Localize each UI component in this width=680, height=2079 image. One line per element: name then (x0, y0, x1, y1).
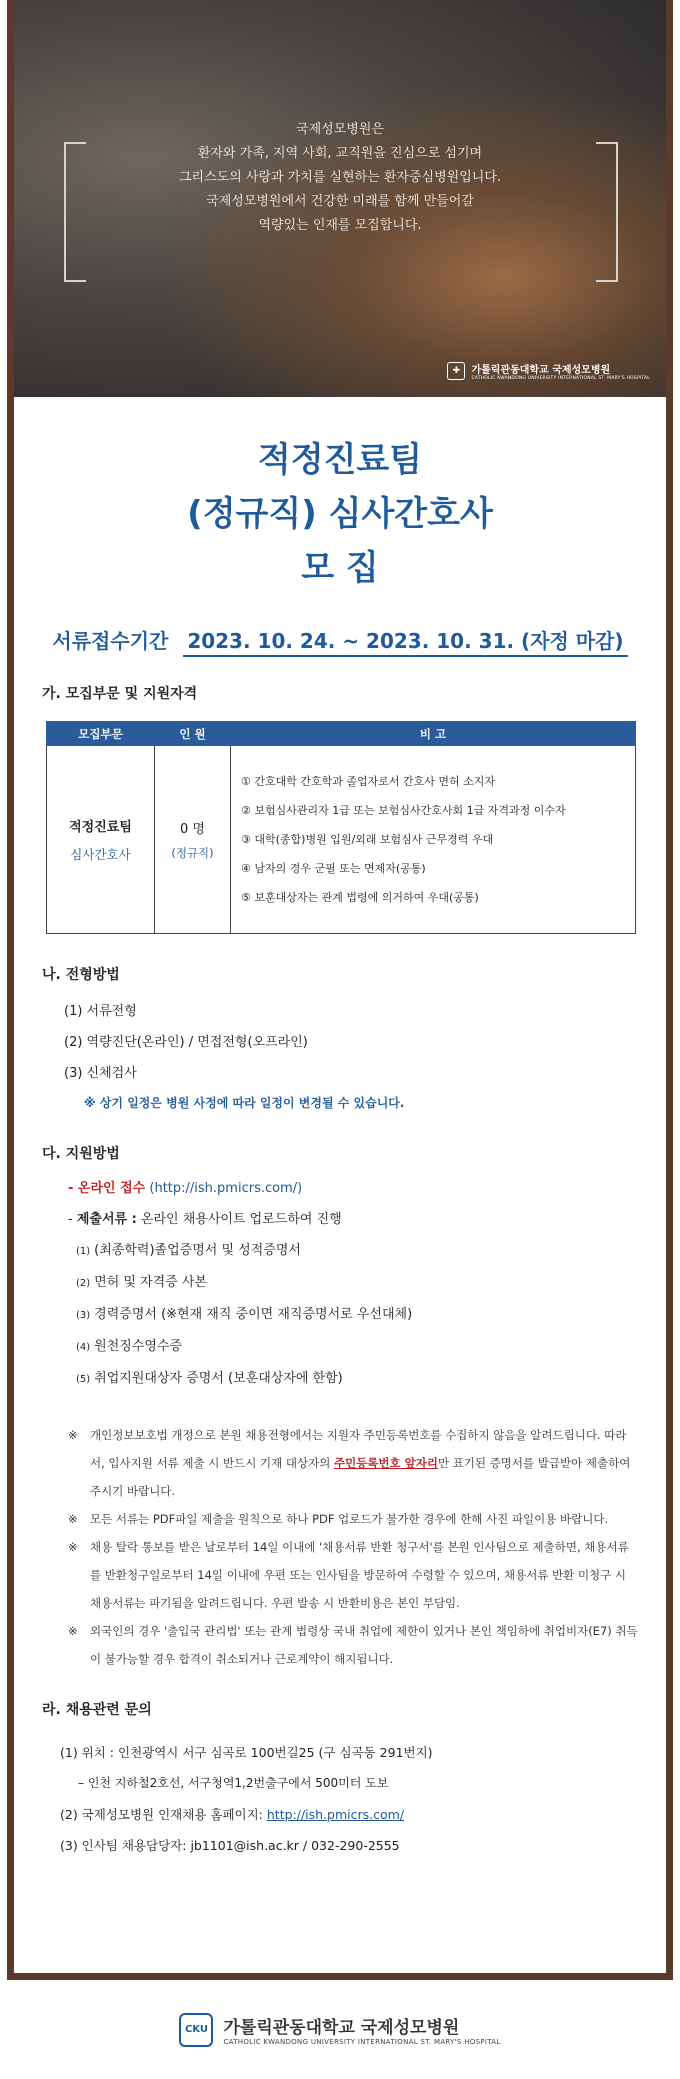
notice-part: 개인정보보호법 개정으로 본원 채용전형에서는 지원자 주민등록번호를 수집하지 않음을 알려드립니다. 따라서, 입사지원 서류 제출 시 반드시 기재 대상자의 (90, 1428, 627, 1470)
footer-logo (0, 1980, 680, 2079)
recruit-title (14, 433, 666, 595)
document-item (76, 1267, 666, 1299)
doc-text: 원천징수영수증 (94, 1339, 183, 1354)
title-line: 적정진료팀 (257, 440, 423, 480)
notice-item (68, 1617, 638, 1673)
online-apply-link[interactable]: (http://ish.pmicrs.com/) (149, 1181, 303, 1196)
note-item: ① 간호대학 간호학과 졸업자로서 간호사 면허 소지자 (241, 775, 495, 788)
step-item: (1) 서류전형 (64, 1004, 137, 1019)
notice-part: 만 표기된 증명서를 발급받아 제출하여 주시기 바랍니다. (90, 1456, 631, 1498)
documents-label: 제출서류 : (76, 1212, 137, 1227)
poster-frame (7, 0, 673, 1980)
online-apply-line (68, 1173, 666, 1204)
step-item: (2) 역량진단(온라인) / 면접전형(오프라인) (64, 1035, 308, 1050)
hero-line: 국제성모병원은 (296, 122, 384, 137)
notice-text (90, 1421, 638, 1505)
notice-mark: ※ (68, 1428, 78, 1442)
cross-emblem-icon: ✚ (447, 362, 465, 380)
dept-cell (47, 746, 155, 934)
hero-line: 그리스도의 사랑과 가치를 실현하는 환자중심병원입니다. (178, 170, 502, 185)
online-apply-label: 온라인 접수 (77, 1181, 146, 1196)
hero-intro-text (124, 118, 556, 238)
section-heading: 다. 지원방법 (42, 1146, 120, 1162)
hr-contact-line: (3) 인사팀 채용담당자: jb1101@ish.ac.kr / 032-290-2555 (60, 1838, 400, 1853)
notice-text: 모든 서류는 PDF파일 제출을 원칙으로 하나 PDF 업로드가 불가한 경우에 한해 사진 파일이용 바랍니다. (90, 1512, 609, 1526)
table-header: 인 원 (155, 722, 231, 746)
section-heading: 나. 전형방법 (42, 967, 120, 983)
notice-highlight: 주민등록번호 앞자리 (333, 1456, 438, 1470)
notice-text: 채용 탈락 통보를 받은 날로부터 14일 이내에 '채용서류 반환 청구서'를 본원 인사팀으로 제출하면, 채용서류를 반환청구일로부터 14일 이내에 우편 또는 인사팀을 방문하여 수령할 수 있으며, 채용서류 반환 미청구 시 채용서류는 파기됨을 알려드립니다. 우편 발송 시 반환비용은 본인 부담임. (90, 1540, 629, 1610)
period-dates: 2023. 10. 24. ~ 2023. 10. 31. (자정 마감) (183, 625, 627, 657)
footer-hospital-name: 가톨릭관동대학교 국제성모병원 (223, 2018, 460, 2038)
step-item: (3) 신체검사 (64, 1066, 137, 1081)
doc-number: (2) (76, 1278, 91, 1289)
doc-text: (최종학력)졸업증명서 및 성적증명서 (94, 1243, 301, 1258)
qualification-notes (231, 746, 636, 934)
employment-type: (정규직) (171, 846, 214, 860)
subway-directions: – 인천 지하철2호선, 서구청역1,2번출구에서 500미터 도보 (78, 1776, 389, 1790)
university-emblem-icon: CKU (179, 2013, 213, 2047)
doc-number: (4) (76, 1342, 91, 1353)
table-header: 모집부문 (47, 722, 155, 746)
left-bracket-decoration (64, 142, 86, 282)
hero-banner (14, 0, 666, 397)
note-item: ⑤ 보훈대상자는 관계 법령에 의거하여 우대(공통) (241, 891, 479, 904)
notice-mark: ※ (68, 1540, 78, 1554)
notice-item (68, 1421, 638, 1505)
note-item: ② 보험심사관리자 1급 또는 보험심사간호사회 1급 자격과정 이수자 (241, 804, 566, 817)
doc-number: (5) (76, 1374, 91, 1385)
notice-item (68, 1505, 638, 1533)
document-item (76, 1299, 666, 1331)
hero-line: 역량있는 인재를 모집합니다. (258, 218, 422, 233)
dash: - (68, 1212, 77, 1227)
section-heading: 라. 채용관련 문의 (42, 1702, 152, 1718)
note-item: ④ 남자의 경우 군필 또는 면제자(공통) (241, 862, 426, 875)
notice-item (68, 1533, 638, 1617)
documents-line (68, 1204, 666, 1235)
doc-text: 경력증명서 (※현재 재직 중이면 재직증명서로 우선대체) (94, 1307, 413, 1322)
logo-name: 가톨릭관동대학교 국제성모병원 (471, 365, 611, 376)
selection-steps (64, 996, 666, 1089)
recruitment-table (46, 721, 636, 934)
homepage-link[interactable]: http://ish.pmicrs.com/ (266, 1807, 405, 1822)
notice-mark: ※ (68, 1624, 78, 1638)
document-item (76, 1363, 666, 1395)
title-line: (정규직) 심사간호사 (187, 494, 493, 534)
doc-number: (3) (76, 1310, 91, 1321)
document-item (76, 1235, 666, 1267)
footer-hospital-subtitle: CATHOLIC KWANDONG UNIVERSITY INTERNATIONAL ST. MARY'S HOSPITAL (223, 2038, 501, 2046)
schedule-change-note: ※ 상기 일정은 병원 사정에 따라 일정이 변경될 수 있습니다. (84, 1096, 405, 1110)
homepage-label: (2) 국제성모병원 인재채용 홈페이지: (60, 1807, 267, 1822)
table-header: 비 고 (231, 722, 636, 746)
doc-number: (1) (76, 1246, 91, 1257)
location-line: (1) 위치 : 인천광역시 서구 심곡로 100번길25 (구 심곡동 291번지) (60, 1745, 433, 1760)
dept-name: 적정진료팀 (69, 820, 132, 835)
documents-text: 온라인 채용사이트 업로드하여 진행 (136, 1212, 342, 1227)
application-period (14, 625, 666, 657)
hospital-logo-small (447, 361, 650, 381)
apply-method (68, 1173, 666, 1395)
document-item (76, 1331, 666, 1363)
count-cell (155, 746, 231, 934)
notice-text: 외국인의 경우 '출입국 관리법' 또는 관계 법령상 국내 취업에 제한이 있거나 본인 책임하에 취업비자(E7) 취득이 불가능할 경우 합격이 취소되거나 근로계약이 해지됩니다. (90, 1624, 638, 1666)
note-item: ③ 대학(종합)병원 입원/외래 보험심사 근무경력 우대 (241, 833, 494, 846)
logo-subtitle: CATHOLIC KWANDONG UNIVERSITY INTERNATIONAL ST. MARY'S HOSPITAL (471, 376, 650, 381)
period-label: 서류접수기간 (52, 629, 169, 653)
dash: - (68, 1181, 78, 1196)
notice-mark: ※ (68, 1512, 78, 1526)
title-line: 모 집 (301, 548, 379, 588)
doc-text: 취업지원대상자 증명서 (보훈대상자에 한함) (94, 1371, 343, 1386)
doc-text: 면허 및 자격증 사본 (94, 1275, 208, 1290)
section-heading: 가. 모집부문 및 지원자격 (42, 686, 198, 702)
headcount: 0 명 (180, 822, 205, 837)
hero-line: 환자와 가족, 지역 사회, 교직원을 진심으로 섬기며 (197, 146, 483, 161)
notices (68, 1421, 638, 1673)
contact-info (60, 1737, 666, 1861)
homepage-line (60, 1799, 666, 1830)
hero-line: 국제성모병원에서 건강한 미래를 함께 만들어갈 (206, 194, 474, 209)
right-bracket-decoration (596, 142, 618, 282)
role-name: 심사간호사 (70, 847, 131, 862)
